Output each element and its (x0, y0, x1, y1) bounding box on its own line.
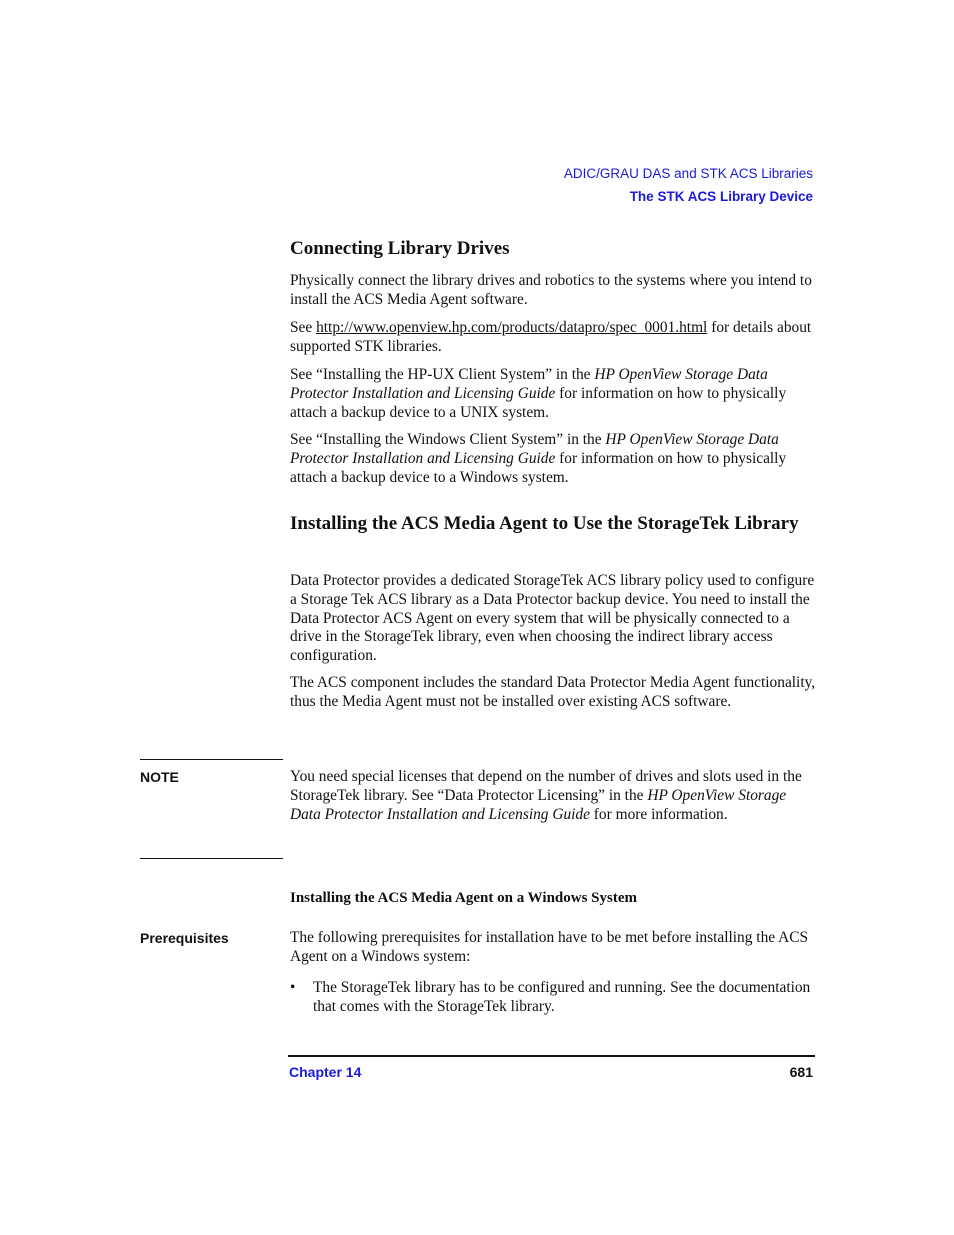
note-top-rule (140, 759, 283, 760)
footer-chapter: Chapter 14 (289, 1064, 362, 1080)
section-connecting-drives (290, 237, 816, 261)
paragraph (290, 674, 816, 712)
text-span: for details about supported STK libraries. (290, 319, 812, 355)
list-item (313, 979, 816, 1017)
subsection-heading (290, 890, 816, 907)
paragraph-text (290, 319, 816, 357)
prerequisites-label: Prerequisites (140, 930, 229, 946)
section-heading: Connecting Library Drives (290, 238, 510, 259)
guide-title: HP OpenView Storage Data Protector Installation and Licensing Guide (290, 431, 779, 467)
note-bottom-rule (140, 858, 283, 859)
list-item-text: The StorageTek library has to be configured and running. See the documentation that comes with the StorageTek library. (313, 979, 811, 1015)
section-installing-acs (290, 512, 816, 536)
paragraph-text: Physically connect the library drives and robotics to the systems where you intend to install the ACS Media Agent software. (290, 272, 812, 308)
paragraph-text: The ACS component includes the standard Data Protector Media Agent functionality, thus the Media Agent must not be installed over existing ACS software. (290, 674, 816, 710)
text-span: for information on how to physically attach a backup device to a UNIX system. (290, 384, 787, 421)
paragraph (290, 929, 816, 967)
paragraph (290, 272, 816, 310)
footer-rule (288, 1055, 815, 1057)
section-heading: Installing the ACS Media Agent to Use the StorageTek Library (290, 513, 799, 534)
bullet-icon: • (290, 979, 296, 996)
text-span: You need special licenses that depend on the number of drives and slots used in the StorageTek library. See “Data Protector Licensing” in the (290, 768, 802, 804)
guide-title: HP OpenView Storage Data Protector Installation and Licensing Guide (290, 366, 768, 402)
note-body (290, 768, 816, 824)
paragraph (290, 319, 816, 357)
paragraph (290, 366, 816, 422)
running-header-section: The STK ACS Library Device (629, 189, 813, 204)
paragraph (290, 431, 816, 487)
text-span: See “Installing the Windows Client System” in the (290, 431, 606, 448)
spec-link[interactable]: http://www.openview.hp.com/products/datapro/spec_0001.html (316, 319, 708, 336)
paragraph-text: Data Protector provides a dedicated StorageTek ACS library policy used to configure a Storage Tek ACS library as a Data Protector backup device. You need to install the Data Protector ACS Agent on every system that will be physically connected to a drive in the StorageTek library, even when choosing the indirect library access configuration. (290, 572, 815, 665)
running-header-chapter: ADIC/GRAU DAS and STK ACS Libraries (563, 166, 813, 181)
text-span: See (290, 319, 317, 336)
paragraph (290, 572, 816, 666)
subsection-title: Installing the ACS Media Agent on a Windows System (290, 890, 638, 906)
text-span: for more information. (589, 805, 728, 823)
note-label: NOTE (140, 769, 179, 785)
paragraph-text: The following prerequisites for installation have to be met before installing the ACS Agent on a Windows system: (290, 929, 809, 965)
paragraph-text (290, 768, 816, 824)
page-number: 681 (789, 1064, 813, 1080)
guide-title: HP OpenView Storage Data Protector Installation and Licensing Guide (290, 786, 787, 823)
paragraph-text (290, 366, 816, 422)
text-span: See “Installing the HP-UX Client System” in the (290, 366, 595, 383)
text-span: for information on how to physically attach a backup device to a Windows system. (290, 449, 787, 486)
paragraph-text (290, 431, 816, 487)
